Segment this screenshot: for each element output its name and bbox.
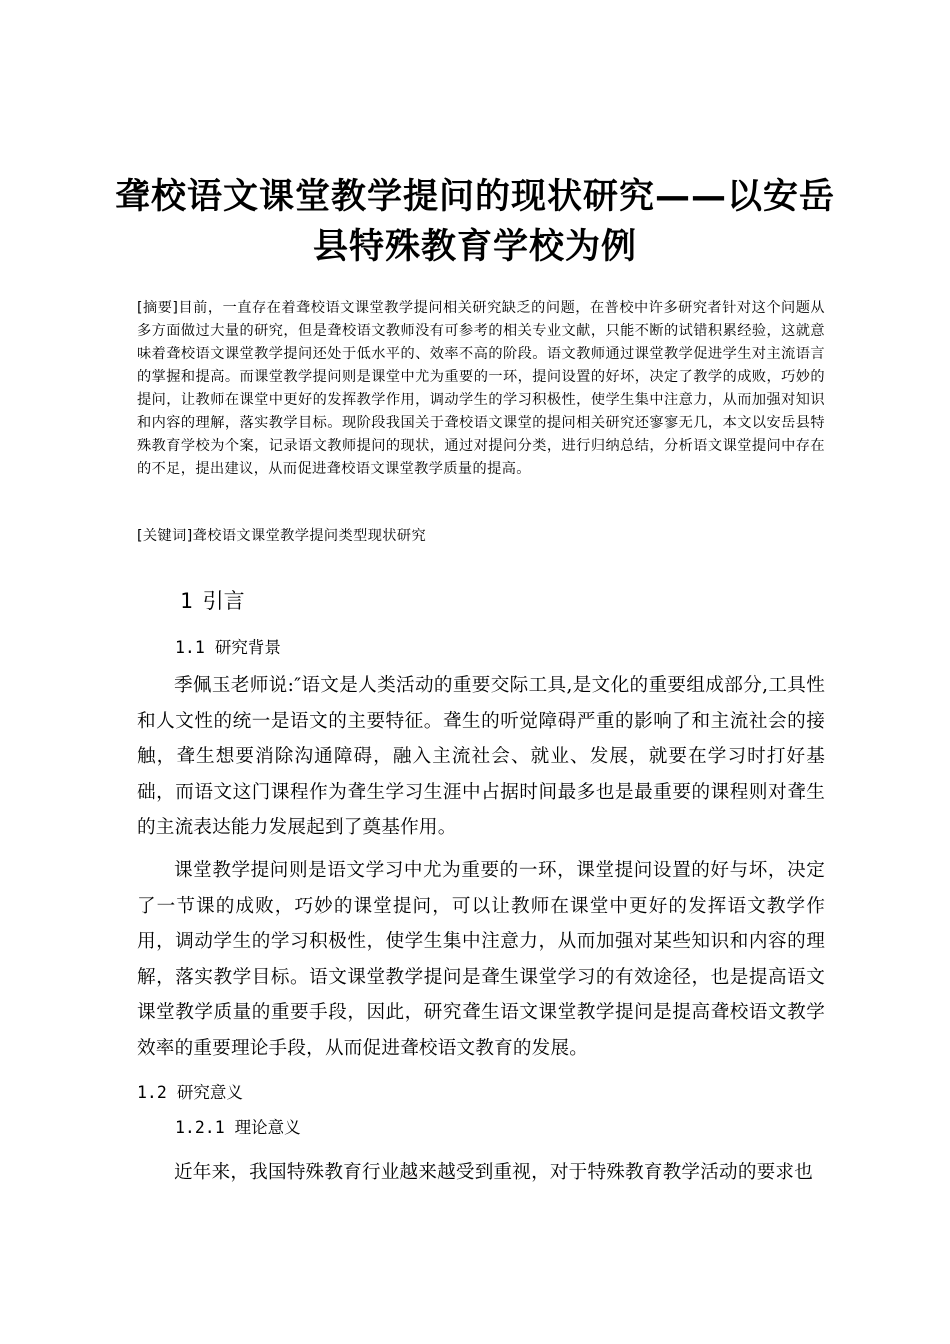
subsubsection-number: 1.2.1: [175, 1118, 225, 1137]
section-number: 1: [180, 589, 193, 613]
keywords: [137, 525, 825, 548]
subsection-title: 研究背景: [214, 638, 281, 657]
body-paragraph-2: 课堂教学提问则是语文学习中尤为重要的一环，课堂提问设置的好与坏，决定了一节课的成败，巧妙的课堂提问，可以让教师在课堂中更好的发挥语文教学作用，调动学生的学习积极性，使学生集中注意力，从而加强对某些知识和内容的理解，落实教学目标。语文课堂教学提问是聋生课堂学习的有效途径，也是提高语文课堂教学质量的重要手段，因此，研究聋生语文课堂教学提问是提高聋校语文教学效率的重要理论手段，从而促进聋校语文教育的发展。: [137, 860, 825, 1059]
abstract-tag: [摘要]: [137, 300, 179, 316]
body-paragraph-3: 近年来，我国特殊教育行业越来越受到重视，对于特殊教育教学活动的要求也: [174, 1162, 813, 1183]
subsection-number: 1.2: [137, 1083, 167, 1102]
section-heading-introduction: [180, 586, 245, 616]
keywords-text: 聋校语文课堂教学提问类型现状研究: [192, 528, 427, 544]
subsection-heading-significance: [137, 1081, 243, 1105]
abstract-text: 目前，一直存在着聋校语文课堂教学提问相关研究缺乏的问题，在普校中许多研究者针对这个问题从多方面做过大量的研究，但是聋校语文教师没有可参考的相关专业文献，只能不断的试错积累经验，这就意味着聋校语文课堂教学提问还处于低水平的、效率不高的阶段。语文教师通过课堂教学促进学生对主流语言的掌握和提高。而课堂教学提问则是课堂中尤为重要的一环，提问设置的好坏，决定了教学的成败，巧妙的提问，让教师在课堂中更好的发挥教学作用，调动学生的学习积极性，使学生集中注意力，从而加强对知识和内容的理解，落实教学目标。现阶段我国关于聋校语文课堂的提问相关研究还寥寥无几，本文以安岳县特殊教育学校为个案，记录语文教师提问的现状，通过对提问分类，进行归纳总结，分析语文课堂提问中存在的不足，提出建议，从而促进聋校语文课堂教学质量的提高。: [137, 300, 825, 477]
keywords-tag: [关键词]: [137, 528, 193, 544]
body-paragraph-1: 季佩玉老师说:″语文是人类活动的重要交际工具,是文化的重要组成部分,工具性和人文性的统一是语文的主要特征。聋生的听觉障碍严重的影响了和主流社会的接触，聋生想要消除沟通障碍，融入主流社会、就业、发展，就要在学习时打好基础，而语文这门课程作为聋生学习生涯中占据时间最多也是最重要的课程则对聋生的主流表达能力发展起到了奠基作用。: [137, 675, 825, 838]
section-title: 引言: [202, 589, 245, 613]
abstract: [137, 297, 825, 481]
subsubsection-title: 理论意义: [234, 1118, 301, 1137]
subsection-number: 1.1: [175, 638, 205, 657]
subsection-title: 研究意义: [176, 1083, 243, 1102]
subsubsection-heading-theory: [175, 1116, 301, 1140]
subsection-heading-background: [175, 636, 281, 660]
paper-title: 聋校语文课堂教学提问的现状研究——以安岳县特殊教育学校为例: [114, 177, 835, 267]
